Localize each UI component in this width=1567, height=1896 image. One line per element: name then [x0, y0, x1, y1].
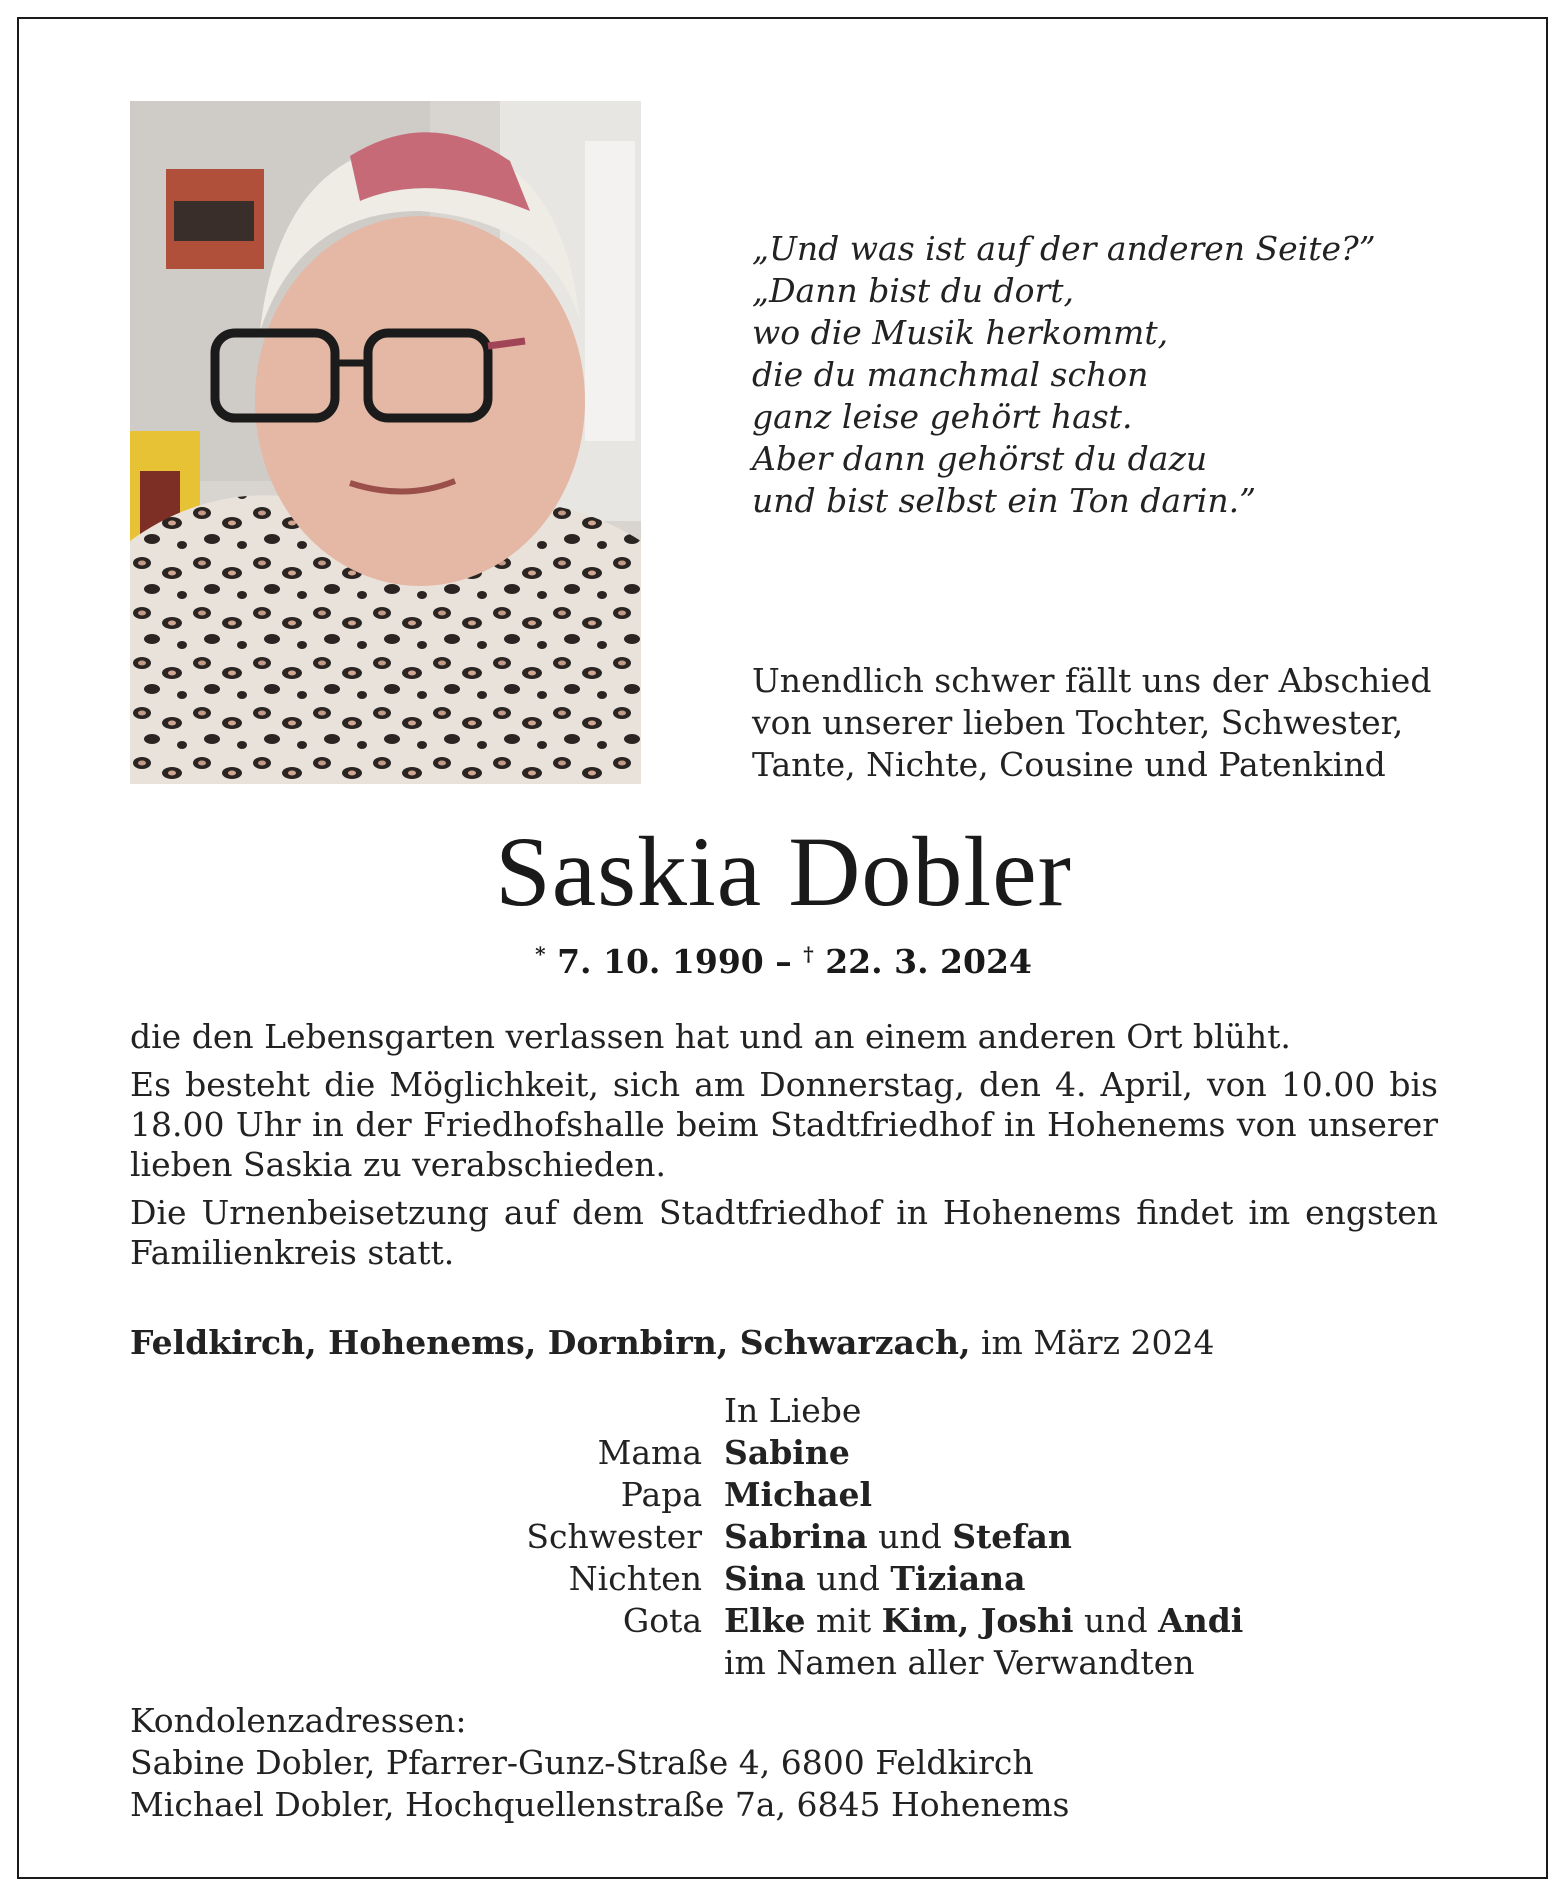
quote-line: „Dann bist du dort,: [752, 271, 1074, 310]
family-connector: und: [1073, 1601, 1159, 1640]
places-date: im März 2024: [981, 1323, 1215, 1362]
death-date: 22. 3. 2024: [825, 942, 1032, 981]
condolence-address: Michael Dobler, Hochquellenstraße 7a, 6845 Hohenems: [130, 1785, 1070, 1824]
family-opening: In Liebe: [724, 1391, 862, 1430]
body-text: [130, 1017, 1438, 1281]
family-member-name: Andi: [1158, 1601, 1244, 1640]
family-member-name: Elke: [724, 1601, 806, 1640]
quote-line: die du manchmal schon: [752, 355, 1149, 394]
family-relation: [130, 1642, 724, 1684]
condolence-block: [130, 1700, 1438, 1826]
family-row: [130, 1474, 1438, 1516]
family-member-name: Sabine: [724, 1433, 850, 1472]
family-row: [130, 1432, 1438, 1474]
family-member-name: Sina: [724, 1559, 806, 1598]
intro-text: [752, 660, 1452, 786]
body-paragraph: Es besteht die Möglichkeit, sich am Donnerstag, den 4. April, von 10.00 bis 18.00 Uhr in der Friedhofshalle beim Stadtfriedhof in Hohenems von unserer lieben Saskia zu verabschieden.: [130, 1065, 1438, 1184]
family-opening-row: [130, 1390, 1438, 1432]
body-paragraph: Die Urnenbeisetzung auf dem Stadtfriedhof in Hohenems findet im engsten Familienkreis statt.: [130, 1193, 1438, 1272]
body-paragraph: die den Lebensgarten verlassen hat und an einem anderen Ort blüht.: [130, 1017, 1291, 1056]
family-member-name: Kim, Joshi: [881, 1601, 1074, 1640]
condolence-address: Sabine Dobler, Pfarrer-Gunz-Straße 4, 6800 Feldkirch: [130, 1743, 1034, 1782]
intro-line: Tante, Nichte, Cousine und Patenkind: [752, 745, 1386, 784]
family-member-name: Stefan: [952, 1517, 1072, 1556]
family-member-name: Michael: [724, 1475, 873, 1514]
family-closing-row: [130, 1642, 1438, 1684]
family-relation: Papa: [620, 1475, 702, 1514]
family-names: [724, 1516, 1072, 1558]
family-member-name: Tiziana: [890, 1559, 1026, 1598]
family-signatures: [130, 1390, 1438, 1684]
family-relation: Mama: [597, 1433, 702, 1472]
family-relation: [130, 1390, 724, 1432]
quote-line: und bist selbst ein Ton darin.”: [752, 481, 1256, 520]
date-separator: –: [775, 942, 792, 981]
quote-line: wo die Musik herkommt,: [752, 313, 1169, 352]
family-connector: und: [805, 1559, 891, 1598]
death-symbol: †: [803, 942, 814, 966]
family-names: [724, 1474, 872, 1516]
family-names: [724, 1432, 850, 1474]
family-row: [130, 1516, 1438, 1558]
family-relation: Schwester: [526, 1517, 702, 1556]
quote-line: Aber dann gehörst du dazu: [752, 439, 1208, 478]
family-row: [130, 1600, 1438, 1642]
deceased-name: Saskia Dobler: [495, 816, 1072, 927]
birth-date: 7. 10. 1990: [557, 942, 764, 981]
family-connector: und: [867, 1517, 953, 1556]
quote-line: ganz leise gehört hast.: [752, 397, 1133, 436]
quote-block: [752, 228, 1452, 522]
family-closing: im Namen aller Verwandten: [724, 1643, 1195, 1682]
places-date-line: [130, 1322, 1438, 1364]
intro-line: Unendlich schwer fällt uns der Abschied: [752, 661, 1432, 700]
family-member-name: Sabrina: [724, 1517, 868, 1556]
family-relation: Gota: [622, 1601, 702, 1640]
intro-line: von unserer lieben Tochter, Schwester,: [752, 703, 1404, 742]
birth-symbol: *: [535, 942, 546, 966]
condolence-heading: Kondolenzadressen:: [130, 1701, 467, 1740]
places-towns: Feldkirch, Hohenems, Dornbirn, Schwarzach,: [130, 1323, 971, 1362]
family-connector: mit: [805, 1601, 882, 1640]
family-names: [724, 1558, 1026, 1600]
family-row: [130, 1558, 1438, 1600]
life-dates: [0, 940, 1567, 984]
family-relation: Nichten: [568, 1559, 702, 1598]
family-names: [724, 1600, 1243, 1642]
portrait-photo: [130, 101, 641, 784]
quote-line: „Und was ist auf der anderen Seite?”: [752, 229, 1376, 268]
portrait-illustration: [130, 101, 641, 784]
